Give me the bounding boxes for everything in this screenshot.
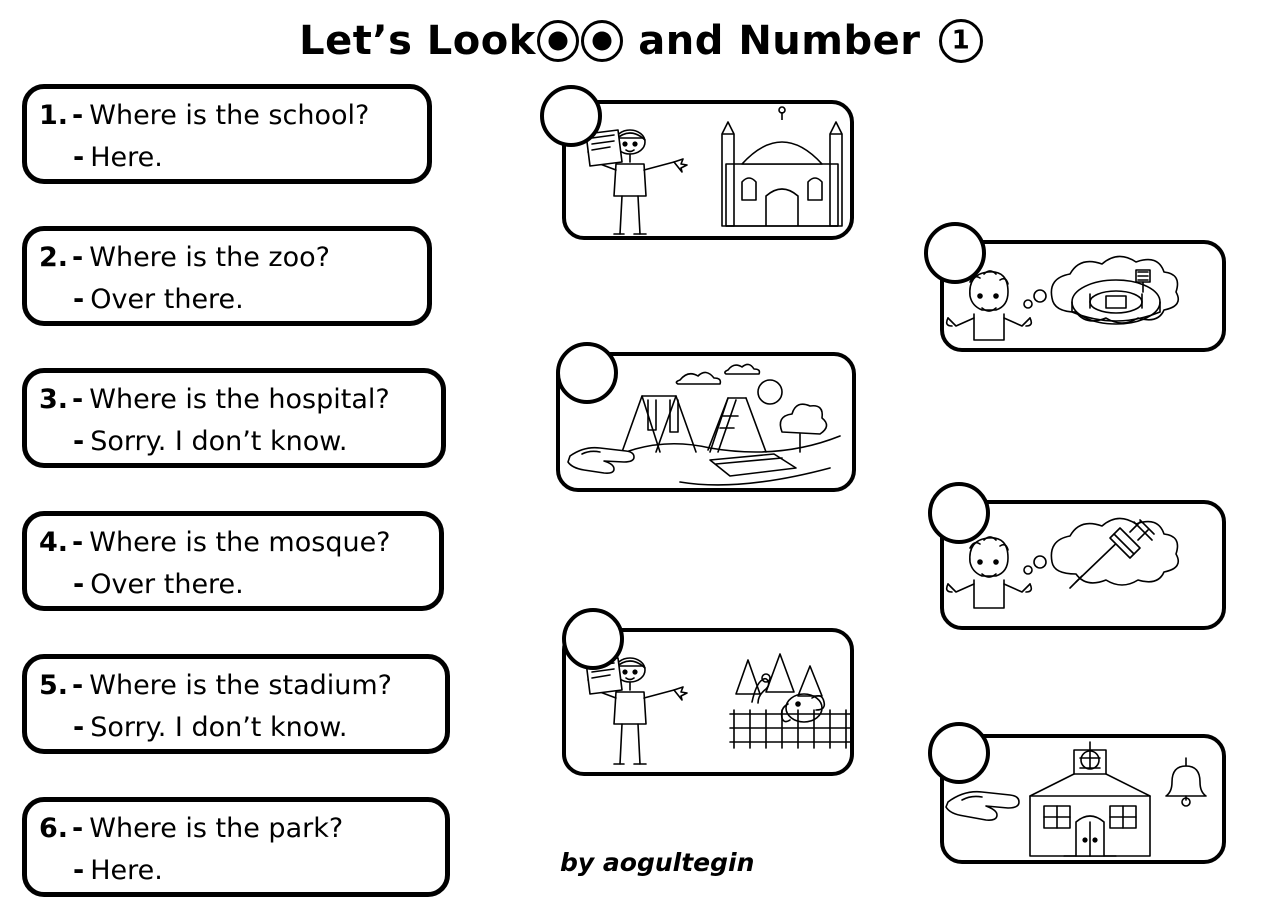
dash: -	[72, 670, 84, 701]
title-text-left: Let’s Look	[299, 18, 536, 64]
dash: -	[73, 711, 85, 743]
answer-bubble-park[interactable]	[556, 342, 618, 404]
question-box-2	[22, 226, 432, 326]
question-box-5	[22, 654, 450, 754]
question-box-3	[22, 368, 446, 468]
question-text: Where is the school?	[89, 100, 370, 131]
dash: -	[72, 813, 84, 844]
stadium-thought-illustration	[944, 244, 1230, 356]
answer-line	[39, 137, 417, 179]
answer-bubble-zoo[interactable]	[562, 608, 624, 670]
dash: -	[72, 242, 84, 273]
question-line	[39, 665, 435, 707]
question-box-4	[22, 511, 444, 611]
question-line	[39, 522, 429, 564]
answer-line	[39, 279, 417, 321]
answer-line	[39, 421, 431, 463]
question-text: Where is the mosque?	[89, 527, 391, 558]
dash: -	[73, 283, 85, 315]
question-number: 1.	[39, 100, 69, 131]
dash: -	[73, 568, 85, 600]
question-text: Where is the zoo?	[89, 242, 330, 273]
question-text: Where is the stadium?	[89, 670, 393, 701]
eye-icon	[537, 20, 579, 62]
question-number: 6.	[39, 813, 69, 844]
question-line	[39, 379, 431, 421]
picture-mosque	[562, 100, 854, 240]
eye-icon	[581, 20, 623, 62]
question-text: Where is the hospital?	[89, 384, 390, 415]
question-text: Where is the park?	[89, 813, 344, 844]
question-number: 3.	[39, 384, 69, 415]
question-box-1	[22, 84, 432, 184]
dash: -	[73, 854, 85, 886]
answer-bubble-hospital[interactable]	[928, 482, 990, 544]
answer-bubble-mosque[interactable]	[540, 85, 602, 147]
question-line	[39, 808, 435, 850]
answer-text: Over there.	[90, 568, 244, 600]
number-one-circle-icon	[939, 19, 983, 63]
mosque-scene-illustration	[566, 104, 858, 244]
dash: -	[72, 100, 84, 131]
answer-text: Over there.	[90, 283, 244, 315]
dash: -	[72, 527, 84, 558]
answer-bubble-stadium[interactable]	[924, 222, 986, 284]
answer-text: Here.	[90, 141, 163, 173]
title-text-right: and Number	[623, 18, 935, 64]
question-number: 4.	[39, 527, 69, 558]
question-number: 2.	[39, 242, 69, 273]
question-line	[39, 237, 417, 279]
answer-line	[39, 707, 435, 749]
dash: -	[73, 425, 85, 457]
credit-text: by aogultegin	[560, 848, 755, 877]
question-number: 5.	[39, 670, 69, 701]
answer-text: Sorry. I don’t know.	[90, 425, 348, 457]
dash: -	[73, 141, 85, 173]
answer-text: Here.	[90, 854, 163, 886]
answer-text: Sorry. I don’t know.	[90, 711, 348, 743]
page-title	[0, 16, 1282, 64]
number-one-label: 1	[951, 25, 971, 56]
question-line	[39, 95, 417, 137]
answer-bubble-school[interactable]	[928, 722, 990, 784]
answer-line	[39, 564, 429, 606]
question-box-6	[22, 797, 450, 897]
answer-line	[39, 850, 435, 892]
dash: -	[72, 384, 84, 415]
